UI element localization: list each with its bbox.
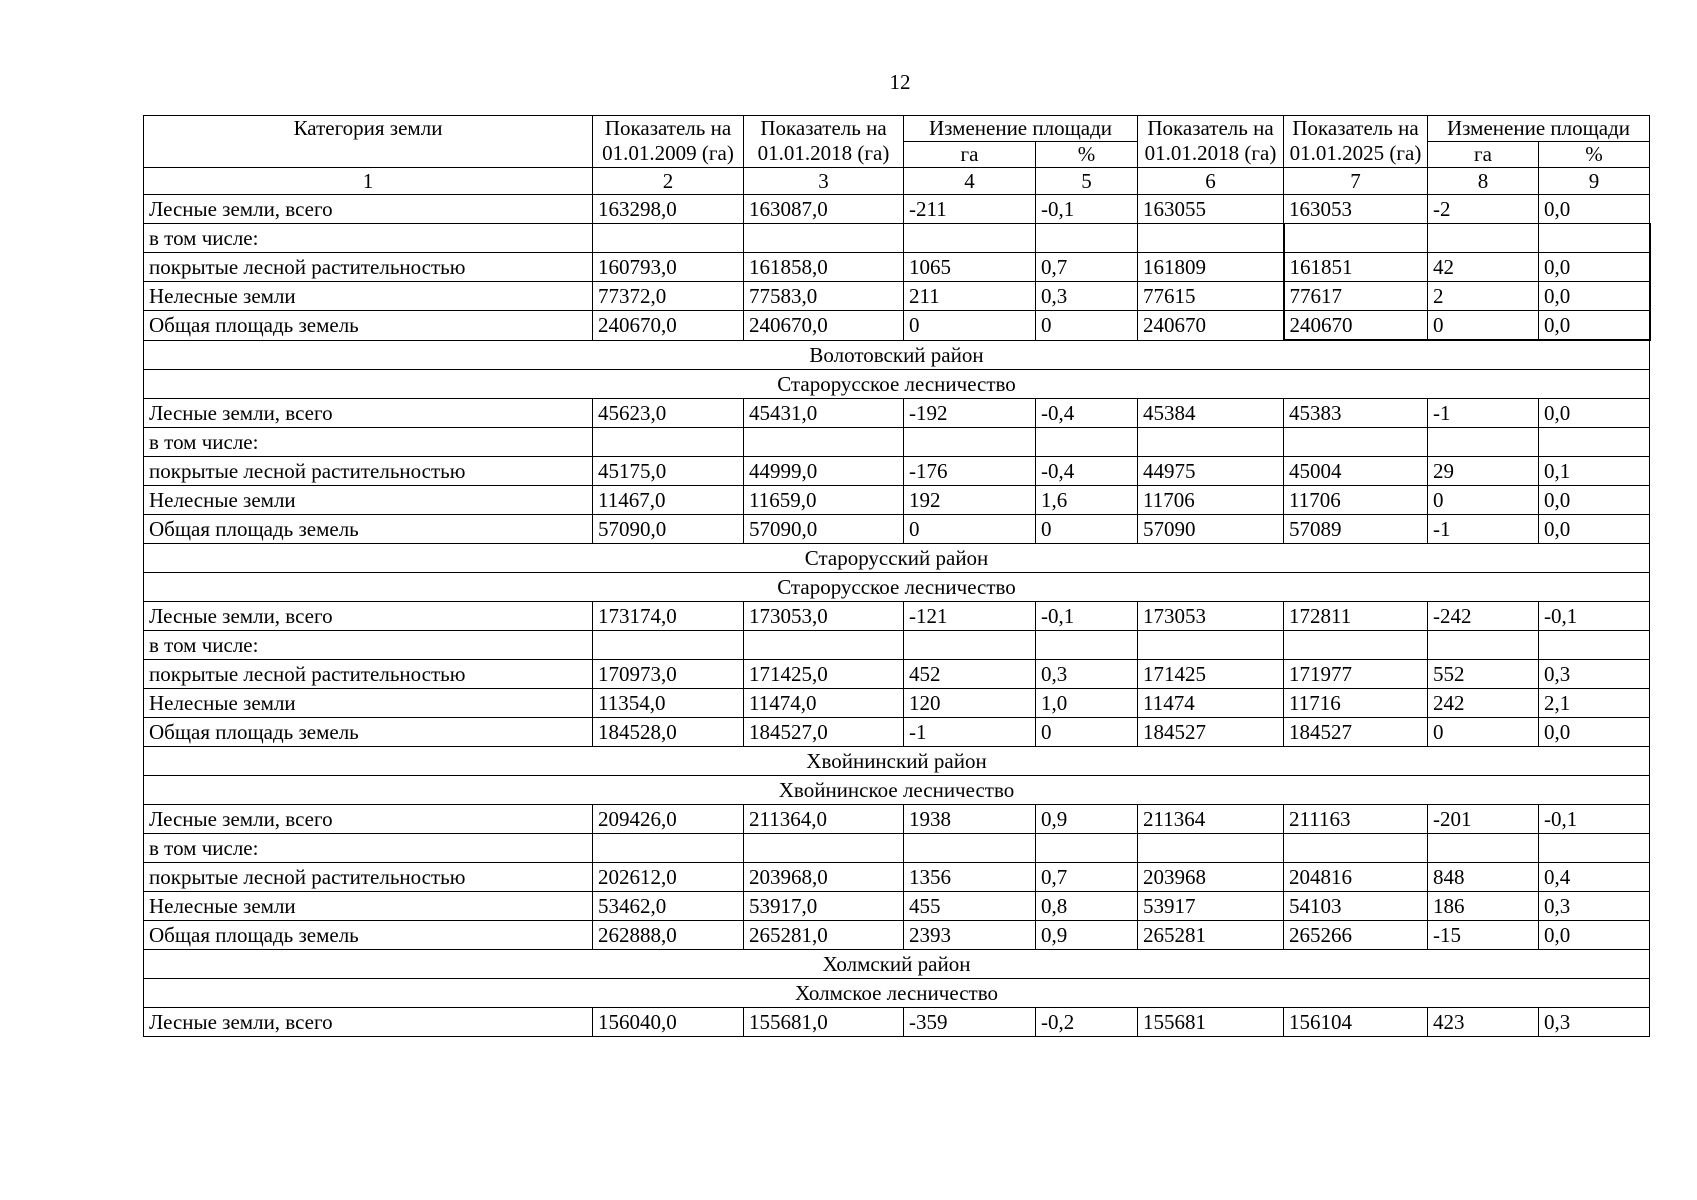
change1-ha-cell [904,834,1036,863]
value-2025-cell: 45004 [1284,457,1428,486]
header-change2-ha: га [1428,142,1539,168]
value-2009-cell: 184528,0 [593,718,744,747]
change2-ha-cell: 29 [1428,457,1539,486]
header-area-change-2: Изменение площади [1428,116,1650,142]
table-row [144,399,1650,428]
column-index-cell: 8 [1428,168,1539,195]
change1-ha-cell: -121 [904,602,1036,631]
district-heading: Волотовский район [144,340,1650,370]
value-2025-cell [1284,428,1428,457]
header-change2-pct: % [1539,142,1650,168]
category-cell: Лесные земли, всего [144,195,593,224]
change2-pct-cell: 0,0 [1539,486,1650,515]
change2-ha-cell: 552 [1428,660,1539,689]
change1-pct-cell: -0,4 [1036,399,1138,428]
value-2018-cell: 240670,0 [744,311,904,341]
column-index-cell: 6 [1138,168,1284,195]
change1-pct-cell: -0,1 [1036,602,1138,631]
column-index-cell: 5 [1036,168,1138,195]
table-row [144,1008,1650,1037]
change1-ha-cell: 0 [904,311,1036,341]
table-row [144,457,1650,486]
header-value-2009: Показатель на 01.01.2009 (га) [593,116,744,168]
value-2018b-cell: 171425 [1138,660,1284,689]
value-2025-cell: 204816 [1284,863,1428,892]
change1-ha-cell [904,428,1036,457]
change1-pct-cell: 0,3 [1036,282,1138,311]
value-2018-cell: 163087,0 [744,195,904,224]
table-row [144,282,1650,311]
value-2018-cell: 44999,0 [744,457,904,486]
change1-pct-cell: 0,8 [1036,892,1138,921]
change2-ha-cell: 0 [1428,486,1539,515]
value-2025-cell: 211163 [1284,805,1428,834]
change2-ha-cell: 186 [1428,892,1539,921]
category-cell: Лесные земли, всего [144,399,593,428]
value-2009-cell: 160793,0 [593,253,744,282]
category-cell: Общая площадь земель [144,718,593,747]
change2-pct-cell [1539,224,1650,253]
change1-ha-cell: 1356 [904,863,1036,892]
change2-ha-cell: 42 [1428,253,1539,282]
column-index-cell: 1 [144,168,593,195]
category-cell: Общая площадь земель [144,311,593,341]
table-row [144,224,1650,253]
change1-pct-cell: 0 [1036,311,1138,341]
value-2018b-cell: 11474 [1138,689,1284,718]
district-heading: Холмский район [144,950,1650,979]
change2-ha-cell: -201 [1428,805,1539,834]
change1-pct-cell: 0 [1036,515,1138,544]
change1-ha-cell: -359 [904,1008,1036,1037]
change2-pct-cell: 0,0 [1539,515,1650,544]
value-2025-cell [1284,224,1428,253]
header-value-2018: Показатель на 01.01.2018 (га) [744,116,904,168]
value-2018-cell: 173053,0 [744,602,904,631]
value-2009-cell: 209426,0 [593,805,744,834]
change2-pct-cell: 0,0 [1539,921,1650,950]
change2-ha-cell: -2 [1428,195,1539,224]
column-index-cell: 3 [744,168,904,195]
category-cell: Общая площадь земель [144,515,593,544]
value-2018b-cell: 57090 [1138,515,1284,544]
value-2018b-cell: 161809 [1138,253,1284,282]
column-index-cell: 9 [1539,168,1650,195]
change1-ha-cell [904,224,1036,253]
value-2018-cell: 57090,0 [744,515,904,544]
change1-pct-cell: 0,7 [1036,863,1138,892]
table-row [144,921,1650,950]
table-row [144,689,1650,718]
change1-ha-cell: 1938 [904,805,1036,834]
value-2018-cell: 11659,0 [744,486,904,515]
district-heading-row [144,544,1650,573]
table-row [144,486,1650,515]
change1-ha-cell: 192 [904,486,1036,515]
value-2025-cell: 171977 [1284,660,1428,689]
table-row [144,892,1650,921]
change1-pct-cell: -0,2 [1036,1008,1138,1037]
value-2009-cell: 240670,0 [593,311,744,341]
district-heading-row [144,950,1650,979]
value-2018b-cell: 184527 [1138,718,1284,747]
value-2009-cell: 45175,0 [593,457,744,486]
value-2018b-cell: 155681 [1138,1008,1284,1037]
change2-pct-cell: 0,0 [1539,399,1650,428]
change2-pct-cell: 0,3 [1539,660,1650,689]
value-2018b-cell [1138,428,1284,457]
value-2018-cell [744,834,904,863]
value-2018-cell [744,224,904,253]
forestry-heading-row [144,979,1650,1008]
value-2018-cell: 77583,0 [744,282,904,311]
change2-pct-cell: 2,1 [1539,689,1650,718]
value-2009-cell: 173174,0 [593,602,744,631]
table-row [144,253,1650,282]
change1-pct-cell: 0,9 [1036,921,1138,950]
forestry-heading: Старорусское лесничество [144,370,1650,399]
change2-ha-cell [1428,834,1539,863]
change2-pct-cell: 0,0 [1539,253,1650,282]
value-2025-cell: 265266 [1284,921,1428,950]
change2-pct-cell: 0,1 [1539,457,1650,486]
change1-pct-cell: -0,4 [1036,457,1138,486]
value-2025-cell: 240670 [1284,311,1428,341]
value-2018-cell [744,631,904,660]
category-cell: покрытые лесной растительностью [144,863,593,892]
category-cell: Нелесные земли [144,689,593,718]
value-2018b-cell: 211364 [1138,805,1284,834]
value-2009-cell: 202612,0 [593,863,744,892]
change1-ha-cell: 211 [904,282,1036,311]
category-cell: Лесные земли, всего [144,602,593,631]
value-2009-cell [593,428,744,457]
value-2009-cell [593,224,744,253]
value-2025-cell: 11706 [1284,486,1428,515]
change2-pct-cell [1539,428,1650,457]
value-2018b-cell [1138,224,1284,253]
change1-pct-cell: 0,3 [1036,660,1138,689]
change2-ha-cell: 423 [1428,1008,1539,1037]
change1-ha-cell: 2393 [904,921,1036,950]
table-row [144,195,1650,224]
category-cell: в том числе: [144,224,593,253]
land-category-table [143,115,1651,1037]
change2-ha-cell: -1 [1428,515,1539,544]
category-cell: в том числе: [144,428,593,457]
change2-ha-cell [1428,631,1539,660]
column-index-cell: 7 [1284,168,1428,195]
value-2018-cell: 161858,0 [744,253,904,282]
value-2025-cell: 11716 [1284,689,1428,718]
value-2009-cell: 170973,0 [593,660,744,689]
change2-ha-cell: 0 [1428,718,1539,747]
header-value-2025: Показатель на 01.01.2025 (га) [1284,116,1428,168]
table-row [144,602,1650,631]
value-2025-cell [1284,834,1428,863]
change1-pct-cell [1036,631,1138,660]
change2-pct-cell: 0,3 [1539,1008,1650,1037]
value-2018-cell: 155681,0 [744,1008,904,1037]
table-row [144,660,1650,689]
change2-ha-cell: -15 [1428,921,1539,950]
change2-pct-cell: 0,0 [1539,282,1650,311]
value-2018b-cell: 53917 [1138,892,1284,921]
value-2018-cell: 265281,0 [744,921,904,950]
change1-ha-cell: -1 [904,718,1036,747]
value-2025-cell: 54103 [1284,892,1428,921]
header-change1-ha: га [904,142,1036,168]
district-heading: Хвойнинский район [144,747,1650,776]
change2-pct-cell: -0,1 [1539,602,1650,631]
change2-ha-cell: 0 [1428,311,1539,341]
value-2009-cell: 53462,0 [593,892,744,921]
change2-pct-cell: 0,0 [1539,718,1650,747]
value-2018b-cell: 77615 [1138,282,1284,311]
category-cell: Нелесные земли [144,892,593,921]
change1-ha-cell: 455 [904,892,1036,921]
forestry-heading: Хвойнинское лесничество [144,776,1650,805]
page-number: 12 [889,70,911,94]
table-row [144,805,1650,834]
value-2009-cell [593,631,744,660]
value-2018-cell: 11474,0 [744,689,904,718]
forestry-heading: Холмское лесничество [144,979,1650,1008]
value-2025-cell: 156104 [1284,1008,1428,1037]
value-2025-cell: 45383 [1284,399,1428,428]
change1-pct-cell: -0,1 [1036,195,1138,224]
category-cell: покрытые лесной растительностью [144,660,593,689]
change1-pct-cell [1036,834,1138,863]
change1-pct-cell: 0,7 [1036,253,1138,282]
category-cell: Нелесные земли [144,486,593,515]
header-change1-pct: % [1036,142,1138,168]
change2-ha-cell: -1 [1428,399,1539,428]
change2-pct-cell: 0,0 [1539,195,1650,224]
change1-pct-cell: 1,0 [1036,689,1138,718]
category-cell: Лесные земли, всего [144,805,593,834]
change1-pct-cell: 0,9 [1036,805,1138,834]
change2-pct-cell [1539,631,1650,660]
change2-pct-cell: -0,1 [1539,805,1650,834]
district-heading-row [144,340,1650,370]
value-2009-cell [593,834,744,863]
value-2025-cell: 163053 [1284,195,1428,224]
value-2018-cell [744,428,904,457]
forestry-heading: Старорусское лесничество [144,573,1650,602]
header-land-category: Категория земли [144,116,593,168]
table-row [144,428,1650,457]
change1-pct-cell [1036,224,1138,253]
forestry-heading-row [144,370,1650,399]
value-2018-cell: 211364,0 [744,805,904,834]
header-area-change-1: Изменение площади [904,116,1138,142]
value-2018b-cell: 44975 [1138,457,1284,486]
column-index-cell: 4 [904,168,1036,195]
change1-ha-cell: -192 [904,399,1036,428]
change1-pct-cell: 1,6 [1036,486,1138,515]
district-heading-row [144,747,1650,776]
category-cell: Общая площадь земель [144,921,593,950]
table-row [144,311,1650,341]
category-cell: в том числе: [144,631,593,660]
value-2018b-cell [1138,834,1284,863]
change1-ha-cell: 452 [904,660,1036,689]
value-2018b-cell: 11706 [1138,486,1284,515]
change2-ha-cell: 2 [1428,282,1539,311]
table-row [144,718,1650,747]
change2-pct-cell: 0,0 [1539,311,1650,341]
value-2009-cell: 45623,0 [593,399,744,428]
value-2018-cell: 203968,0 [744,863,904,892]
value-2025-cell: 57089 [1284,515,1428,544]
value-2025-cell: 172811 [1284,602,1428,631]
value-2009-cell: 11467,0 [593,486,744,515]
category-cell: покрытые лесной растительностью [144,457,593,486]
change2-ha-cell [1428,224,1539,253]
category-cell: Нелесные земли [144,282,593,311]
value-2018-cell: 45431,0 [744,399,904,428]
category-cell: Лесные земли, всего [144,1008,593,1037]
value-2009-cell: 57090,0 [593,515,744,544]
change1-ha-cell: -176 [904,457,1036,486]
forestry-heading-row [144,776,1650,805]
change2-pct-cell: 0,4 [1539,863,1650,892]
forestry-heading-row [144,573,1650,602]
value-2025-cell: 184527 [1284,718,1428,747]
value-2025-cell: 161851 [1284,253,1428,282]
value-2009-cell: 77372,0 [593,282,744,311]
table-row [144,631,1650,660]
table-row [144,515,1650,544]
value-2009-cell: 156040,0 [593,1008,744,1037]
value-2018b-cell: 163055 [1138,195,1284,224]
category-cell: в том числе: [144,834,593,863]
change1-pct-cell: 0 [1036,718,1138,747]
change2-ha-cell: -242 [1428,602,1539,631]
column-index-cell: 2 [593,168,744,195]
value-2018b-cell: 265281 [1138,921,1284,950]
change1-pct-cell [1036,428,1138,457]
value-2018b-cell: 203968 [1138,863,1284,892]
header-value-2018-b: Показатель на 01.01.2018 (га) [1138,116,1284,168]
value-2018b-cell: 45384 [1138,399,1284,428]
value-2025-cell: 77617 [1284,282,1428,311]
district-heading: Старорусский район [144,544,1650,573]
change2-pct-cell: 0,3 [1539,892,1650,921]
value-2018-cell: 171425,0 [744,660,904,689]
table-row [144,834,1650,863]
value-2018-cell: 184527,0 [744,718,904,747]
change2-pct-cell [1539,834,1650,863]
column-index-row [144,168,1650,195]
value-2018b-cell: 240670 [1138,311,1284,341]
change1-ha-cell: -211 [904,195,1036,224]
change2-ha-cell: 242 [1428,689,1539,718]
change2-ha-cell: 848 [1428,863,1539,892]
value-2025-cell [1284,631,1428,660]
table-row [144,863,1650,892]
change1-ha-cell: 120 [904,689,1036,718]
value-2018b-cell: 173053 [1138,602,1284,631]
value-2018-cell: 53917,0 [744,892,904,921]
value-2018b-cell [1138,631,1284,660]
change1-ha-cell: 1065 [904,253,1036,282]
value-2009-cell: 262888,0 [593,921,744,950]
change1-ha-cell [904,631,1036,660]
value-2009-cell: 11354,0 [593,689,744,718]
category-cell: покрытые лесной растительностью [144,253,593,282]
change1-ha-cell: 0 [904,515,1036,544]
change2-ha-cell [1428,428,1539,457]
value-2009-cell: 163298,0 [593,195,744,224]
